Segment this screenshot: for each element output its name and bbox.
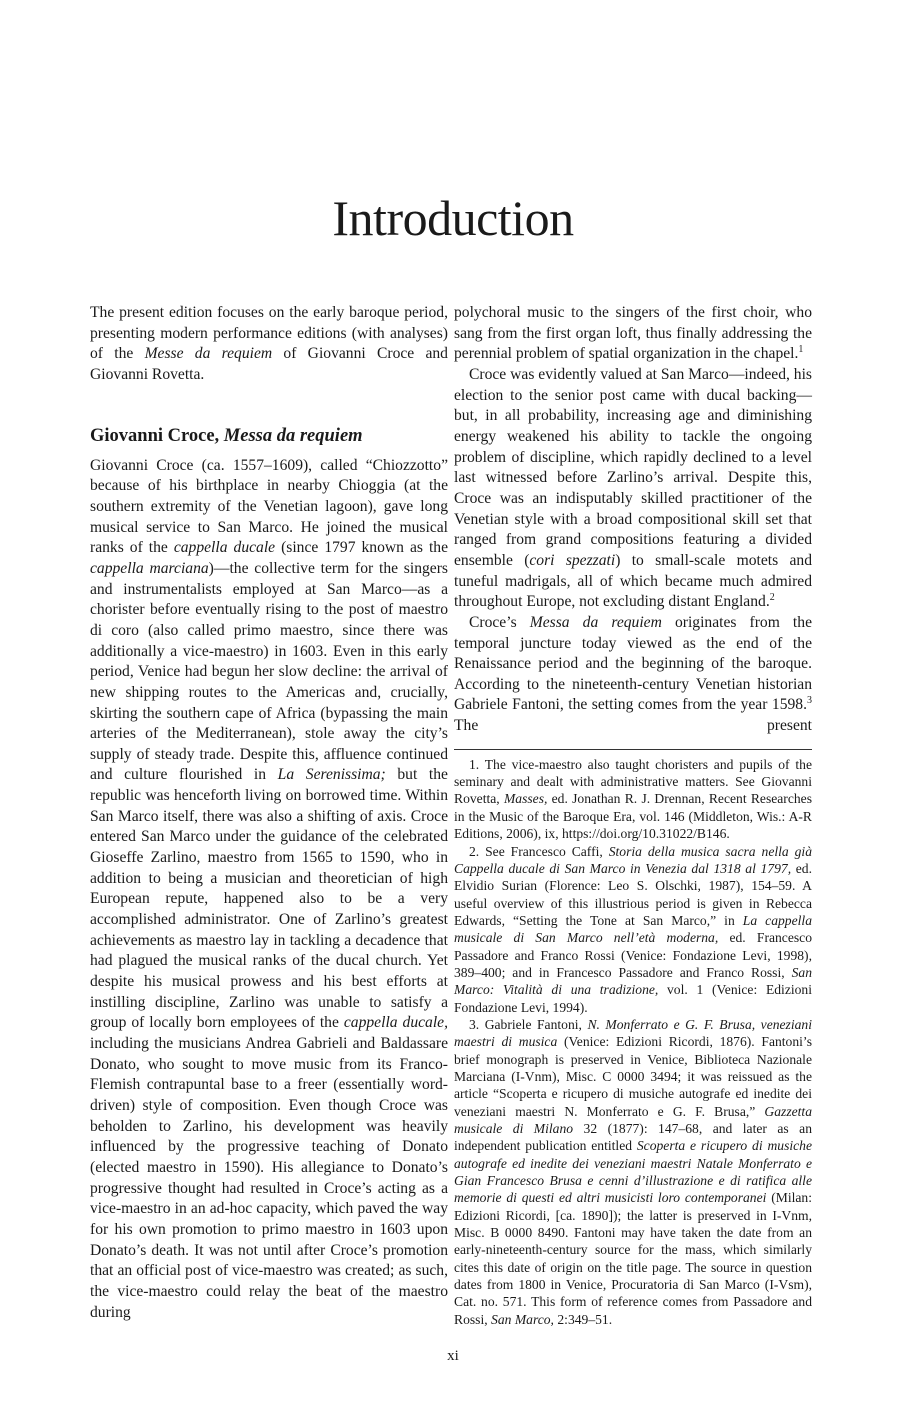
footnote-rule <box>454 749 812 750</box>
italic-text: Messe da requiem <box>144 345 273 363</box>
text-run: ed. Jonathan R. J. Drennan, Recent Researches in the Music of the Baroque Era, vol. 146 (Middleton, Wis.: A-R Editions, 2006), ix, https://doi.org/10.31022/B146. <box>454 791 812 842</box>
text-run: 32 (1877): 147–68, and later as an independent publication entitled <box>454 1121 812 1154</box>
text-run: ed. Francesco Passadore and Franco Rossi (Venice: Fondazione Levi, 1998), 389–400; and in Francesco Passadore and Franco Rossi, <box>454 930 812 980</box>
italic-text: Gazzetta musicale di Milano <box>454 1103 812 1136</box>
italic-text: La Serenissima; <box>277 766 386 784</box>
text-run: Croce was evidently valued at San Marco—indeed, his election to the senior post came with ducal backing—but, in all probability, increasing age and diminishing energy weakened his ability to tackle the ongoing problem of discipline, which rapidly declined to a level last witnessed before Zarlino’s arrival. Despite this, Croce was an indisputably skilled practitioner of the Venetian style with a broad compositional skill set that ranged from grand compositions featuring a divided ensemble ( <box>454 365 812 569</box>
body-paragraph <box>90 456 448 1324</box>
intro-paragraph <box>90 303 448 386</box>
text-run: originates from the temporal juncture today viewed as the end of the Renaissance period and the beginning of the baroque. According to the nineteenth-century Venetian historian Gabriele Fantoni, the setting comes from the year 1598. <box>454 613 812 714</box>
body-paragraph <box>454 613 812 737</box>
italic-text: cappella ducale, <box>343 1014 448 1032</box>
body-paragraph <box>454 365 812 613</box>
text-run: vol. 1 (Venice: Edizioni Fondazione Levi, 1994). <box>454 982 812 1015</box>
italic-text: San Marco, <box>491 1311 554 1327</box>
footnote-reference[interactable]: 3 <box>807 695 812 707</box>
section-heading <box>90 424 448 448</box>
italic-text: Messa da requiem <box>529 613 662 631</box>
left-column <box>90 303 448 1323</box>
text-run: 2. See Francesco Caffi, <box>469 843 609 859</box>
text-run: The present <box>454 717 812 735</box>
text-run: (since 1797 known as the <box>275 539 448 557</box>
italic-text: cappella ducale <box>173 539 276 557</box>
right-column <box>454 303 812 1328</box>
italic-text: N. Monferrato e G. F. Brusa, veneziani maestri di musica <box>454 1016 812 1050</box>
text-run: ) to small-scale motets and tuneful madrigals, all of which became much admired throughout Europe, not excluding distant England. <box>454 551 812 611</box>
text-run: including the musicians Andrea Gabrieli and Baldassare Donato, who sought to move music from its Franco-Flemish contrapuntal base to a freer (essentially word-driven) style of composition. Even though Croce was beholden to Zarlino, his development was heavily influenced by the progressive teaching of Donato (elected maestro in 1590). His allegiance to Donato’s progressive thought had resulted in Croce’s acting as a vice-maestro in an ad-hoc capacity, which paved the way for his own promotion to primo maestro in 1603 upon Donato’s death. It was not until after Croce’s promotion that an official post of vice-maestro was created; as such, the vice-maestro could relay the beat of the maestro during <box>90 1035 448 1321</box>
text-run: 1. The vice-maestro also taught choristers and pupils of the seminary and dealt with administrative matters. See Giovanni Rovetta, <box>454 756 812 807</box>
footnotes <box>454 756 812 1328</box>
section-heading-italic: Messa da requiem <box>223 425 363 446</box>
footnote-reference[interactable]: 1 <box>798 344 804 356</box>
text-run: 3. Gabriele Fantoni, <box>469 1016 588 1032</box>
text-run: but the republic was henceforth living on borrowed time. Within San Marco itself, there was also a shifting of axis. Croce entered San Marco under the guidance of the celebrated Gioseffe Zarlino, maestro from 1565 to 1590, who in addition to being a musician and theoretician of high European repute, happened also to be a very accomplished administrator. One of Zarlino’s greatest achievements as maestro lay in tackling a decadence that had plagued the musical ranks of the ducal church. Yet despite his musical prowess and his best efforts at instilling discipline, Zarlino was unable to satisfy a group of locally born employees of the <box>90 766 448 1032</box>
italic-text: Storia della musica sacra nella già Cappella ducale di San Marco in Venezia dal 1318 al 1797, <box>454 843 812 876</box>
italic-text: San Marco: Vitalità di una tradizione, <box>454 964 812 998</box>
footnote-reference[interactable]: 2 <box>769 592 775 603</box>
text-run: polychoral music to the singers of the first choir, who sang from the first organ loft, thus finally addressing the perennial problem of spatial organization in the chapel. <box>454 304 812 363</box>
italic-text: cappella marciana <box>90 559 209 577</box>
italic-text: cori spezzati <box>529 551 616 569</box>
footnote-2 <box>454 843 812 1016</box>
body-paragraph <box>454 303 812 365</box>
text-run: (Milan: Edizioni Ricordi, [ca. 1890]); the latter is preserved in I-Vnm, Misc. B 0000 8490. Fantoni may have taken the date from an early-nineteenth-century source for the mass, which similarly cites this date of origin on the title page. The source in question dates from 1800 in Venice, Procuratoria di San Marco (I-Vsm), Cat. no. 571. This form of reference comes from Passadore and Rossi, <box>454 1190 812 1327</box>
text-run: ed. Elvidio Surian (Florence: Leo S. Olschki, 1987), 154–59. A useful overview of this illustrious period is given in Rebecca Edwards, “Setting the Tone at San Marco,” in <box>454 860 812 928</box>
footnote-1 <box>454 756 812 843</box>
italic-text: Masses, <box>503 791 548 807</box>
text-run: Giovanni Croce (ca. 1557–1609), called “Chiozzotto” because of his birthplace in nearby Chioggia (at the southern extremity of the Venetian lagoon), gave long musical service to San Marco. He joined the musical ranks of the <box>90 456 448 557</box>
chapter-title: Introduction <box>332 190 574 246</box>
text-run: The present edition focuses on the early baroque period, presenting modern performance editions (with analyses) of the <box>90 304 448 363</box>
italic-text: La cappella musicale di San Marco nell’età moderna, <box>454 912 812 946</box>
text-run: of Giovanni Croce and Giovanni Rovetta. <box>90 345 448 383</box>
section-heading-plain: Giovanni Croce, <box>90 425 224 446</box>
footnote-3 <box>454 1016 812 1328</box>
text-run: 2:349–51. <box>553 1311 613 1327</box>
columns <box>90 303 812 1328</box>
italic-text: Scoperta e ricupero di musiche autografe ed inedite dei veneziani maestri Natale Monferrato e Gian Francesco Brusa e cenni d’illustrazione e di ratifica alle memorie di questi ed altri musicisti loro contemporanei <box>454 1138 812 1206</box>
page-number: xi <box>447 1348 459 1365</box>
text-run: Croce’s <box>469 613 530 631</box>
text-run: )—the collective term for the singers and instrumentalists employed at San Marco—as a chorister before eventually rising to the post of maestro di coro (also called primo maestro, since there was additionally a vice-maestro) in 1603. Even in this early period, Venice had begun her slow decline: the arrival of new shipping routes to the Americas and, crucially, skirting the southern cape of Africa (bypassing the main arteries of the Mediterranean), stole away the city’s supply of steady trade. Despite this, affluence continued and culture flourished in <box>90 559 448 784</box>
text-run: (Venice: Edizioni Ricordi, 1876). Fantoni’s brief monograph is preserved in Venice, Biblioteca Nazionale Marciana (I-Vnm), Misc. C 0000 3494; it was reissued as the article “Scoperta e ricupero di musiche autografe ed inedite dei veneziani maestri N. Monferrato e G. F. Brusa,” <box>454 1034 812 1119</box>
